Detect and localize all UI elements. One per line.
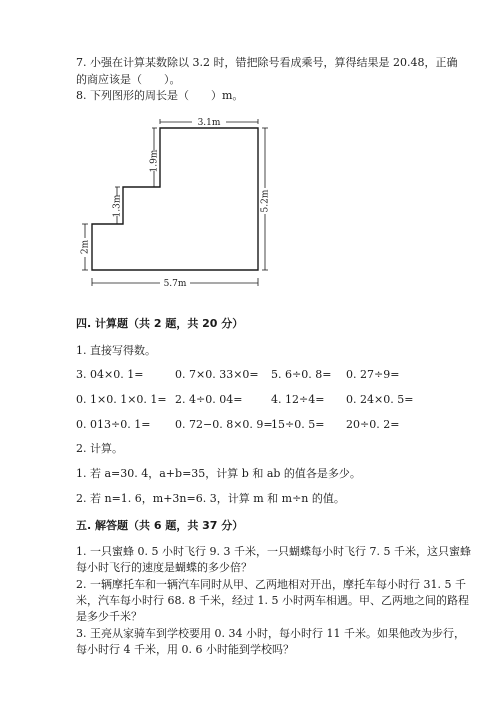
math-item: 15÷0. 5=: [271, 418, 325, 431]
upper-step-dimension: [152, 128, 157, 187]
section-4-q2-2: 2. 若 n=1. 6，m+3n=6. 3，计算 m 和 m÷n 的值。: [76, 492, 345, 505]
math-item: 20÷0. 2=: [346, 418, 400, 431]
left-dimension: [82, 224, 88, 270]
problem-1-line2: 每小时飞行的速度是蝴蝶的多少倍？: [76, 561, 252, 574]
section-4-q2-1: 1. 若 a=30. 4，a+b=35，计算 b 和 ab 的值各是多少。: [76, 467, 361, 480]
bottom-dimension-label: 5.7m: [163, 279, 187, 289]
figure-outline: [92, 128, 258, 270]
math-item: 0. 7×0. 33×0=: [175, 368, 259, 381]
question-8: 8. 下列图形的周长是（ ）m。: [76, 89, 244, 102]
math-item: 5. 6÷0. 8=: [271, 368, 332, 381]
question-7-line2: 的商应该是（ ）。: [76, 73, 181, 86]
math-item: 0. 013÷0. 1=: [76, 418, 151, 431]
bottom-dimension: [92, 278, 258, 286]
section-4-heading: 四. 计算题（共 2 题，共 20 分）: [76, 317, 244, 330]
problem-3-line1: 3. 王亮从家骑车到学校要用 0. 34 小时，每小时行 11 千米。如果他改为步行，: [76, 627, 465, 640]
middle-step-label: 1.3m: [112, 194, 123, 218]
math-item: 4. 12÷4=: [271, 393, 325, 406]
math-item: 0. 27÷9=: [346, 368, 400, 381]
problem-2-line3: 是多少千米？: [76, 610, 142, 623]
right-dimension-label: 5.2m: [260, 189, 271, 213]
question-7-line1: 7. 小强在计算某数除以 3.2 时，错把除号看成乘号，算得结果是 20.48，正确: [76, 56, 458, 69]
problem-1-line1: 1. 一只蜜蜂 0. 5 小时飞行 9. 3 千米，一只蝴蝶每小时飞行 7. 5 千米，这只蜜蜂: [76, 545, 471, 558]
math-item: 0. 24×0. 5=: [346, 393, 414, 406]
right-dimension: [262, 128, 268, 270]
problem-3-line2: 每小时行 4 千米，用 0. 6 小时能到学校吗？: [76, 643, 294, 656]
top-dimension: [160, 119, 258, 124]
problem-2-line2: 米，汽车每小时行 68. 8 千米，经过 1. 5 小时两车相遇。甲、乙两地之间的路程: [76, 594, 469, 607]
top-dimension-label: 3.1m: [197, 118, 221, 128]
section-4-q2-title: 2. 计算。: [76, 442, 123, 455]
problem-2-line1: 2. 一辆摩托车和一辆汽车同时从甲、乙两地相对开出，摩托车每小时行 31. 5 千: [76, 578, 466, 591]
math-item: 2. 4÷0. 04=: [175, 393, 243, 406]
math-item: 0. 72−0. 8×0. 9=: [175, 418, 273, 431]
section-5-heading: 五. 解答题（共 6 题，共 37 分）: [76, 519, 244, 532]
section-4-q1-title: 1. 直接写得数。: [76, 344, 156, 357]
math-item: 3. 04×0. 1=: [76, 368, 144, 381]
middle-step-dimension: [115, 187, 120, 224]
left-dimension-label: 2m: [80, 239, 91, 255]
upper-step-label: 1.9m: [149, 149, 160, 173]
math-item: 0. 1×0. 1×0. 1=: [76, 393, 167, 406]
